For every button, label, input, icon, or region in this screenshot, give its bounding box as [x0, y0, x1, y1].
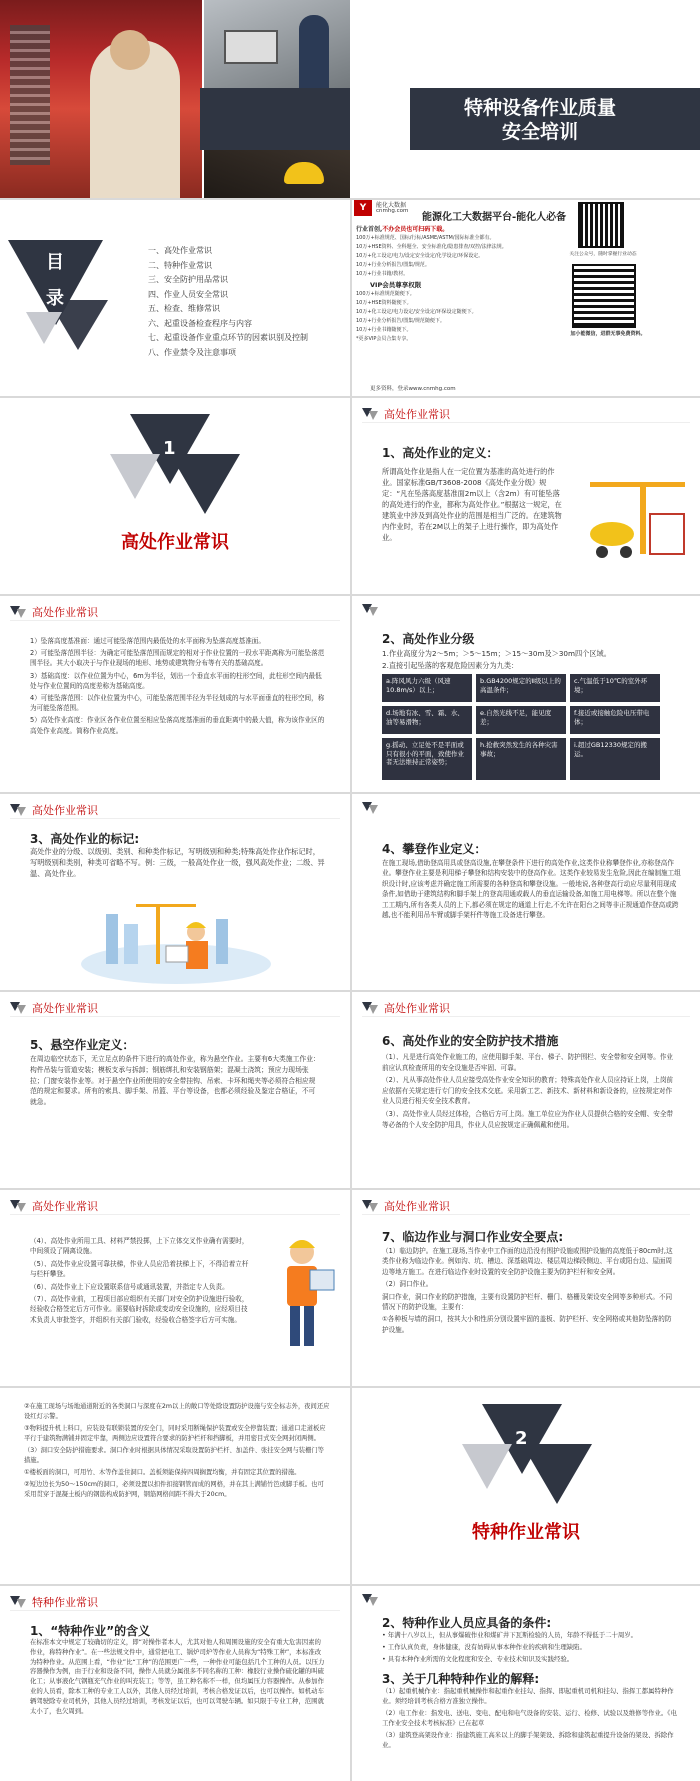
protect-item: （3）、高处作业人员经过体检，合格后方可上岗。施工单位应为作业人员提供合格的安全帽、安全带等必备的个人安全防护用具，作业人员应按规定正确佩戴和使用。 — [382, 1109, 674, 1129]
hole-list — [24, 1402, 330, 1502]
vip-title: VIP会员尊享权限 — [370, 281, 422, 289]
hole-item: ①楼板面的洞口，可用竹、木等作盖住洞口。盖板须能保持四周搁置均衡，并有固定其位置的措施。 — [24, 1469, 301, 1476]
header-label: 高处作业常识 — [32, 606, 98, 619]
term-item: 4）可能坠落范围：以作业位置为中心，可能坠落范围半径为半径划成的与水平面垂直的柱形空间，称为可能坠落范围。 — [30, 694, 325, 713]
crane-illustration — [580, 454, 690, 564]
brand-name: 能化大数据 — [376, 202, 407, 209]
logo-icon — [10, 606, 26, 618]
section-title: 特种作业常识 — [472, 1522, 580, 1543]
slide-title: 4、攀登作业定义： — [382, 842, 487, 856]
term-item: 1）坠落高度基准面：通过可能坠落范围内最低处的水平面称为坠落高度基准面。 — [30, 637, 265, 645]
slide-terms — [0, 596, 350, 792]
tagline-b: 不办会员也可扫码下载。 — [382, 226, 449, 233]
protect-item: （1）、凡是进行高处作业施工的，应使用脚手架、平台、梯子、防护围栏、安全带和安全网等。作业前应认真检查所用的安全设施是否牢固、可靠。 — [382, 1053, 674, 1072]
slide-title: 2、高处作业分级 — [382, 632, 475, 646]
cont-item: （5）、高处作业应设置可靠扶梯，作业人员应沿着扶梯上下，不得沿着立杆与栏杆攀登。 — [30, 1259, 249, 1279]
logo-icon — [10, 1596, 26, 1608]
hole-item: ③物料提升机上料口，应装设有联锁装置的安全门，同时采用断绳保护装置或安全停靠装置；通道口走道板应平行于建筑物满铺并固定牢靠，两侧边应设置符合要求的防护栏杆和挡脚板，并用密目式安全网封闭两侧。 — [24, 1425, 326, 1442]
factor-box: f.接近或接触危险电压带电体； — [570, 706, 660, 734]
worker-illustration — [262, 1230, 342, 1360]
slide-grading — [352, 596, 700, 792]
slide-title: 1、高处作业的定义： — [382, 446, 499, 460]
slide-cover — [0, 0, 350, 198]
qr1-caption: 关注公众号，随时掌握行业动态 — [569, 252, 637, 257]
term-item: 5）高处作业高度：作业区各作业位置至相应坠落高度基准面的垂直距离中的最大值，称为该作业区的高处作业高度。简称作业高度。 — [30, 716, 325, 735]
protect-list — [382, 1052, 678, 1132]
header-label: 高处作业常识 — [32, 804, 98, 817]
slide-special-definition — [0, 1586, 350, 1781]
brand-logo: Y — [354, 200, 372, 216]
slide-text: 在施工现场,借助登高用具或登高设施,在攀登条件下进行的高处作业,这类作业称攀登作业,亦称登高作业。攀登作业主要是利用梯子攀登和结构安装中的登高作业。这类作业较易发生危险,因此在编制施工组织设计时,应该考虑并确定施工所需要的各种登高和攀登设施。一般地说,各种登高行动应尽量利用现成条件,如借助于建筑结构和脚手架上的登高用通或载人的垂直运输设备,如施工用电梯等。所以在整个施工工期内,所有各类人员的上下,都必须在规定的通道上行走,不允许在阳台之间等非正规通道作登高或跨越,也不能利用吊车臂或脚手架杆件等施工设备进行攀登。 — [382, 859, 681, 920]
explain-item: （2）电工作业：指发电、送电、变电、配电和电气设备的安装、运行、检修、试验以及维修等作业。《电工作业安全技术考核标准》已在起草 — [382, 1709, 677, 1727]
slide-subtitle: 3、关于几种特种作业的解释: — [382, 1672, 540, 1686]
logo-icon — [362, 1594, 378, 1606]
ad-line: 10万+行业分析报告/图集/规范。 — [356, 262, 430, 268]
explain-list — [382, 1686, 682, 1752]
cover-title-line1: 特种设备作业质量 — [463, 97, 616, 119]
slide-protection — [352, 992, 700, 1188]
ad-line: 10万+HSE资料、全科题全、安全标准化/隐患排查/双控/法律法规。 — [356, 244, 507, 250]
toc-item[interactable]: 五、检查、维修常识 — [148, 304, 220, 313]
slide-suspended — [0, 992, 350, 1188]
ad-lines — [356, 234, 546, 279]
toc-item[interactable]: 二、特种作业常识 — [148, 260, 212, 270]
cont-item: （4）、高处作业所用工具、材料严禁投掷，上下立体交叉作业确有需要时，中间须设了隔离设施。 — [30, 1237, 249, 1256]
term-item: 3）基础高度：以作业位置为中心，6m为半径，划出一个垂直水平面的柱形空间，此柱形空间内最低处与作业位置间的高度差称为基础高度。 — [30, 671, 322, 690]
explain-item: （1）起重机械作业：指起重机械操作和起重作业挂勾、指挥、即起重机司机和挂勾、指挥工都属特种作业。须经培训考核合格方准独立操作。 — [382, 1687, 674, 1705]
toc-item[interactable]: 七、起重设备作业重点环节的因素识别及控制 — [148, 333, 308, 342]
toc-label-1: 目 — [46, 252, 64, 273]
term-item: 2）可能坠落范围半径：为确定可能坠落范围而规定的相对于作业位置的一段水平距离称为可能坠落范围半径。其大小取决于与作业现场的地形、地势或建筑物分布等有关的基础高度。 — [30, 649, 325, 668]
factor-box: a.阵风风力六级（风速10.8m/s）以上； — [382, 674, 472, 702]
slide-title: 1、“特种作业”的含义 — [30, 1624, 151, 1638]
edge-item: ①各种板与墙的洞口，按其大小和性质分别设置牢固的盖板、防护栏杆、安全网格或其他防坠落的防护设施。 — [382, 1315, 672, 1334]
header-label: 高处作业常识 — [384, 1002, 450, 1015]
factor-box: i.超过GB12330规定的搬运。 — [570, 738, 660, 780]
cont-list — [30, 1236, 250, 1327]
vip-line: 10万+行业书籍随便下。 — [356, 327, 412, 333]
cont-item: （7）、高处作业前，工程项目部应组织有关部门对安全防护设施进行验收，经验收合格签定后方可作业。需要临时拆除或变动安全设施的，应经项目技术负责人审批签字，并组织有关部门验收，经验收合格签字后方可实施。 — [30, 1295, 249, 1324]
slide-title: 6、高处作业的安全防护技术措施 — [382, 1034, 559, 1048]
factor-box: h.抢救突然发生的各种灾害事故； — [476, 738, 566, 780]
slide-climbing — [352, 794, 700, 990]
slide-holes — [0, 1388, 350, 1584]
vip-line: 10万+行业分析报告/图集/规范随便下。 — [356, 318, 445, 324]
vip-lines — [356, 290, 546, 344]
cover-title — [410, 96, 670, 144]
condition-item: • 具有本种作业所需的文化程度和安全、专业技术知识及实践经验。 — [382, 1655, 574, 1663]
slide-section-2 — [352, 1388, 700, 1584]
slide-text: 在周边临空状态下，无立足点的条件下进行的高处作业，称为悬空作业。主要有6大类施工作业：构件吊装与管道安装；模板支承与拆卸；钢筋绑扎和安装钢筋架；混凝土浇筑；预应力现场张拉；门窗安装作业等。对于悬空作业所使用的安全带挂钩、吊索、卡环和绳夹等必须符合相应规范的规定和要求。所有的索具、脚手架、吊篮、平台等设备，也都必须经验及鉴定合格证，不可就急。 — [30, 1055, 320, 1107]
tagline-a: 行业首创, — [356, 226, 383, 233]
factor-box: e.自然光线不足，能见度差； — [476, 706, 566, 734]
protect-item: （2）、凡从事高处作业人员应接受高处作业安全知识的教育；特殊高处作业人员应持证上岗，上岗前应依据有关规定进行专门的安全技术交底。采用新工艺、新技术、新材料和新设备的，应按规定对作业人员进行相关安全技术教育。 — [382, 1076, 674, 1106]
edge-list — [382, 1246, 678, 1337]
toc-item[interactable]: 一、高处作业常识 — [148, 246, 212, 255]
section-number: 2 — [515, 1428, 528, 1449]
condition-item: • 年满十八岁以上，但从事爆破作业和煤矿井下瓦斯检验的人员，年龄不得低于二十周岁。 — [382, 1631, 638, 1639]
logo-icon — [10, 1002, 26, 1014]
logo-icon — [10, 804, 26, 816]
toc-item[interactable]: 三、安全防护用品常识 — [148, 275, 228, 284]
hole-item: （3）洞口安全防护措施要求。洞口作业时根据具体情况采取设置防护栏杆、加盖件、张挂安全网与装栅门等措施。 — [24, 1447, 324, 1464]
logo-icon — [10, 1200, 26, 1212]
toc-list — [148, 244, 308, 360]
slide-section-1 — [0, 398, 350, 594]
factor-box: d.场地有冰、雪、霜、水、油等易滑物； — [382, 706, 472, 734]
vip-line: 10万+HSE资料随便下。 — [356, 300, 412, 306]
toc-item[interactable]: 六、起重设备检查程序与内容 — [148, 318, 252, 328]
condition-list — [382, 1630, 682, 1666]
header-label: 特种作业常识 — [32, 1596, 98, 1609]
slide-text: 高处作业的分级、以级别、类别、和种类作标记，写明级别和种类;特殊高处作业作标记时，写明级别和类别，种类可省略不写。例：三级，一般高处作业一级，强风高处作业；二级、异温、高处作业。 — [30, 847, 325, 878]
grade-line-1: 1.作业高度分为2～5m；＞5～15m；＞15～30m及＞30m四个区域。 — [382, 649, 611, 658]
edge-item: （1）临边防护。在施工现场,当作业中工作面的边沿没有围护设施或围护设施的高度低于80cm时,这类作业称为临边作业。例如沟、坑、槽边、深基础周边、楼层周边梯段侧边、平台或阳台边、屋面周边等地方施工。在进行临边作业时设置的安全防护设施主要为防护栏杆和安全网。 — [382, 1247, 673, 1276]
qr-code-icon[interactable] — [574, 266, 634, 326]
logo-icon — [362, 1002, 378, 1014]
edge-item: 洞口作业，洞口作业的防护措施，主要有设置防护栏杆、栅门、格栅及架设安全网等多种形式。不同情况下的防护设施，主要有： — [382, 1292, 673, 1312]
slide-title: 5、悬空作业定义： — [30, 1038, 135, 1052]
vip-line: *更多VIP会员合集专享。 — [356, 336, 412, 342]
terms-list — [30, 636, 326, 738]
platform-title: 能源化工大数据平台-能化人必备 — [422, 212, 567, 223]
condition-item: • 工作认真负责，身体健康，没有妨碍从事本种作业的疾病和生理缺陷。 — [382, 1643, 586, 1651]
slide-text: 在标准本文中规定了较确切的定义，即“对操作者本人，尤其对他人和周围设施的安全有重大危害因素的作业，称特种作业”。在一些法规文件中，通常把电工、锅炉司炉等作业人员称为“特殊工种”，本标准改为特种作业。从范围上看，“作业”比“工种”的范围更广一些，一种作业可能包括几个工种的人员。以压力容器操作为例，由于行业和设备不同，操作人员就分属很多不同名称的工种：橡胶行业操作硫化罐的叫硫化工；从事液化气钢瓶充气作业的叫充装工；等等，虽工种名称不一样，但均属压力容器操作。从参加作业的人员看，除本工种的专业工人以外，其他人员经过培训，考核合格发证以后，也可以操作。如机动车辆驾驶除专业司机外，其他人员经过培训，考核发证以后，也可以驾驶车辆。如只限于专业工种，范围就太小了，也欠周到。 — [30, 1638, 325, 1715]
section-triangles — [110, 414, 260, 524]
cover-title-line2: 安全培训 — [501, 121, 578, 143]
header-label: 高处作业常识 — [32, 1200, 98, 1213]
vip-line: 100万+标准规范随便下。 — [356, 291, 415, 297]
factor-box: g.摇动、立足处不是平面或只有很小的平面，致使作业者无法维持正常姿势； — [382, 738, 472, 780]
hole-item: ②短边边长为50～150cm的洞口，必须设置以扣件扣接钢管而成的网格，并在其上满铺竹笆或脚手板。也可采用贯穿于混凝土板内的钢筋构成防护网，钢筋网格间距不得大于20cm。 — [24, 1481, 324, 1498]
explain-item: （3）建筑登高架设作业：指建筑施工高米以上的脚手架架设、拆除和建筑起重提升设备的架设、拆除作业。 — [382, 1731, 674, 1749]
engineer-illustration — [76, 894, 276, 984]
slide-toc — [0, 200, 350, 396]
logo-icon — [362, 802, 378, 814]
slide-title: 2、特种作业人员应具备的条件: — [382, 1616, 552, 1630]
section-number: 1 — [163, 438, 176, 459]
logo-icon — [362, 408, 378, 420]
cont-item: （6）、高处作业上下应设置联系信号或通讯装置，并指定专人负责。 — [30, 1282, 229, 1291]
ad-line: 10万+行业书籍/教材。 — [356, 271, 409, 277]
toc-item[interactable]: 四、作业人员安全常识 — [148, 289, 228, 299]
header-label: 高处作业常识 — [32, 1002, 98, 1015]
photo-electrician — [0, 0, 202, 198]
cover-title-panel — [350, 0, 700, 198]
ad-line: 10万+化工设定/电力/设定安全设定/化学设定/环保设定。 — [356, 253, 484, 259]
title-banner — [200, 88, 350, 150]
logo-icon — [362, 604, 378, 616]
section-triangles — [462, 1404, 612, 1514]
edge-item: （2）洞口作业。 — [382, 1280, 433, 1289]
more-link[interactable]: 更多资料，登录www.cnmhg.com — [370, 386, 456, 392]
slide-title: 3、高处作业的标记: — [30, 832, 140, 846]
factor-box: c.气温低于10℃的室外环境； — [570, 674, 660, 702]
toc-item[interactable]: 八、作业禁令及注意事项 — [148, 347, 236, 357]
slide-continued — [0, 1190, 350, 1386]
hole-item: ②在施工现场与场地通道附近的各类洞口与深度在2m以上的敞口等处除设置防护设施与安全标志外，夜间还应设红灯示警。 — [24, 1403, 330, 1420]
ad-line: 100万+标准规范、国标/行标/ASME/ASTM/国际标准全都有。 — [356, 235, 495, 241]
toc-label-2: 录 — [46, 288, 64, 309]
slide-ad — [352, 200, 700, 396]
slide-edges — [352, 1190, 700, 1386]
slide-definition — [352, 398, 700, 594]
vip-line: 10万+化工设定/电力设定/安全设定/环保设定随便下。 — [356, 309, 477, 315]
factor-box: b.GB4200规定的Ⅱ级以上的高温条件； — [476, 674, 566, 702]
section-title: 高处作业常识 — [121, 532, 229, 553]
qr2-caption: 加小能微信，进群无事免费资料。 — [570, 331, 646, 337]
header-label: 高处作业常识 — [384, 408, 450, 421]
slide-conditions — [352, 1586, 700, 1781]
grade-line-2: 2.直接引起坠落的客观危险因素分为九类： — [382, 661, 519, 670]
photo-control-room — [204, 0, 350, 100]
qr-code-icon[interactable] — [580, 204, 622, 246]
slide-title: 7、临边作业与洞口作业安全要点: — [382, 1230, 564, 1244]
header-label: 高处作业常识 — [384, 1200, 450, 1213]
toc-triangles — [8, 240, 128, 360]
logo-icon — [362, 1200, 378, 1212]
slide-text: 所谓高处作业是指人在一定位置为基准的高处进行的作业。国家标准GB/T3608-2008《高处作业分级》规定：“凡在坠落高度基准面2m以上（含2m）有可能坠落的高处进行的作业，都称为高处作业。”根据这一规定，在建筑业中涉及到高处作业的范围是相当广泛的。在建筑物内作业时，若在2M以上的架子上进行操作，即为高处作业。 — [382, 467, 562, 542]
slide-marking — [0, 794, 350, 990]
brand-url: cnmhg.com — [376, 208, 409, 214]
